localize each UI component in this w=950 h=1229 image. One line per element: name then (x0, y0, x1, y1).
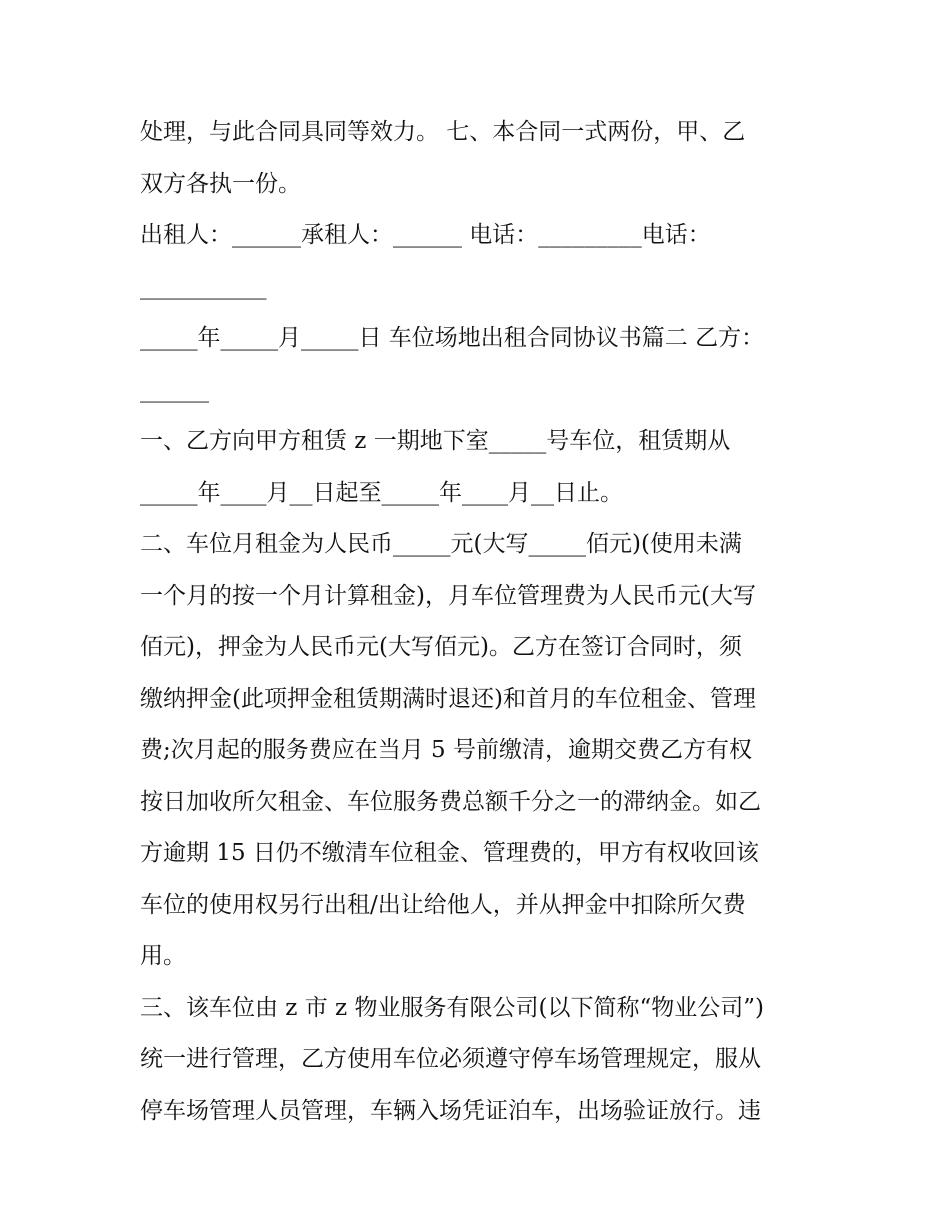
text-line: 出租人：______承租人：______ 电话：_________电话： (140, 222, 711, 248)
text-line: 车位的使用权另行出租/出让给他人，并从押金中扣除所欠费 (140, 891, 746, 918)
text-line: 按日加收所欠租金、车位服务费总额千分之一的滞纳金。如乙 (140, 788, 761, 815)
text-line: 双方各执一份。 (140, 170, 301, 197)
text-line: 处理，与此合同具同等效力。 七、本合同一式两份，甲、乙 (140, 119, 746, 145)
text-line: 佰元)，押金为人民币元(大写佰元)。乙方在签订合同时，须 (140, 634, 742, 660)
text-line: ______ (140, 376, 209, 403)
text-line: 二、车位月租金为人民币_____元(大写_____佰元)(使用未满 (140, 531, 742, 557)
text-line: _____年____月__日起至_____年____月__日止。 (140, 479, 623, 506)
text-line: 一个月的按一个月计算租金)，月车位管理费为人民币元(大写 (140, 582, 756, 609)
text-line: 一、乙方向甲方租赁 z 一期地下室_____号车位，租赁期从 (140, 428, 731, 454)
text-line: 三、该车位由 z 市 z 物业服务有限公司(以下简称“物业公司”) (140, 994, 764, 1021)
text-line: 缴纳押金(此项押金租赁期满时退还)和首月的车位租金、管理 (140, 685, 756, 712)
text-line: 费;次月起的服务费应在当月 5 号前缴清，逾期交费乙方有权 (140, 737, 753, 763)
text-line: _____年_____月_____日 车位场地出租合同协议书篇二 乙方： (140, 325, 765, 351)
contract-text (140, 107, 820, 1137)
text-line: 方逾期 15 日仍不缴清车位租金、管理费的，甲方有权收回该 (140, 840, 759, 866)
text-line: 停车场管理人员管理，车辆入场凭证泊车，出场验证放行。违 (140, 1097, 761, 1124)
text-line: 用。 (140, 943, 186, 969)
text-line: 统一进行管理，乙方使用车位必须遵守停车场管理规定，服从 (140, 1046, 761, 1072)
text-line: ___________ (140, 273, 267, 300)
